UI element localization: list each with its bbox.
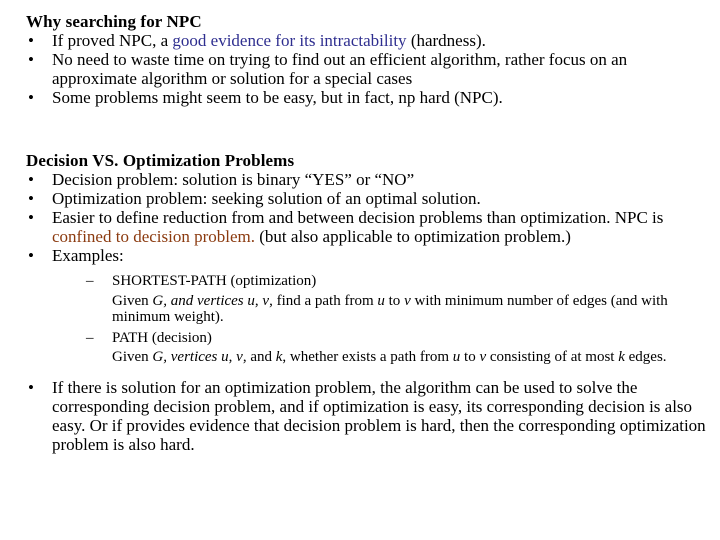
bullet-icon: •: [28, 170, 34, 189]
highlight-text: confined to decision problem.: [52, 227, 256, 246]
section-heading: Why searching for NPC: [26, 12, 202, 31]
example-title: SHORTEST-PATH (optimization): [112, 273, 317, 289]
bullet-text: No need to waste time on trying to find out an efficient algorithm, rather focus on an approximate algorithm or solution for a special cases: [52, 50, 628, 88]
bullet-text: If there is solution for an optimization problem, the algorithm can be used to solve the corresponding decision problem, and if optimization is easy, its corresponding decision is also easy. Or if provides evidence that decision problem is hard, then the corresponding optimization problem is also hard.: [52, 377, 706, 454]
bullet-icon: •: [28, 208, 34, 227]
example-item: [52, 330, 706, 366]
bullet-text: Optimization problem: seeking solution of an optimal solution.: [52, 189, 481, 208]
section-decision-vs-optimization: [26, 151, 706, 454]
dash-icon: –: [86, 329, 94, 346]
example-item: [52, 273, 706, 326]
examples-list: [52, 273, 706, 366]
bullet-item: [26, 170, 706, 189]
bullet-item: [26, 246, 706, 366]
bullet-icon: •: [28, 246, 34, 265]
bullet-text: If proved NPC, a: [52, 31, 173, 50]
example-title: PATH (decision): [112, 329, 212, 346]
bullet-text: (hardness).: [406, 31, 486, 50]
bullet-item: [26, 50, 706, 88]
bullet-item: [26, 189, 706, 208]
bullet-text: (but also applicable to optimization problem.): [255, 227, 571, 246]
bullet-text: Some problems might seem to be easy, but in fact, np hard (NPC).: [52, 88, 503, 107]
bullet-item: [26, 88, 706, 107]
highlight-text: good evidence for its intractability: [172, 31, 407, 50]
bullet-text: Examples:: [52, 246, 124, 265]
bullet-icon: •: [28, 88, 34, 107]
dash-icon: –: [86, 273, 94, 289]
bullet-item: [26, 208, 706, 246]
bullet-icon: •: [28, 189, 34, 208]
example-description: Given G, and vertices u, v, find a path from u to v with minimum number of edges (and with minimum weight).: [112, 292, 668, 325]
bullet-list: [26, 170, 706, 454]
section-why-npc: [26, 12, 706, 107]
bullet-icon: •: [28, 31, 34, 50]
example-description: Given G, vertices u, v, and k, whether exists a path from u to v consisting of at most k edges.: [112, 349, 667, 365]
bullet-icon: •: [28, 377, 34, 397]
bullet-item: [26, 378, 706, 454]
bullet-text: Decision problem: solution is binary “YES” or “NO”: [52, 170, 415, 189]
bullet-item: [26, 31, 706, 50]
bullet-list: [26, 31, 706, 107]
section-heading: Decision VS. Optimization Problems: [26, 151, 295, 170]
bullet-icon: •: [28, 50, 34, 69]
bullet-text: Easier to define reduction from and between decision problems than optimization. NPC is: [52, 208, 664, 227]
